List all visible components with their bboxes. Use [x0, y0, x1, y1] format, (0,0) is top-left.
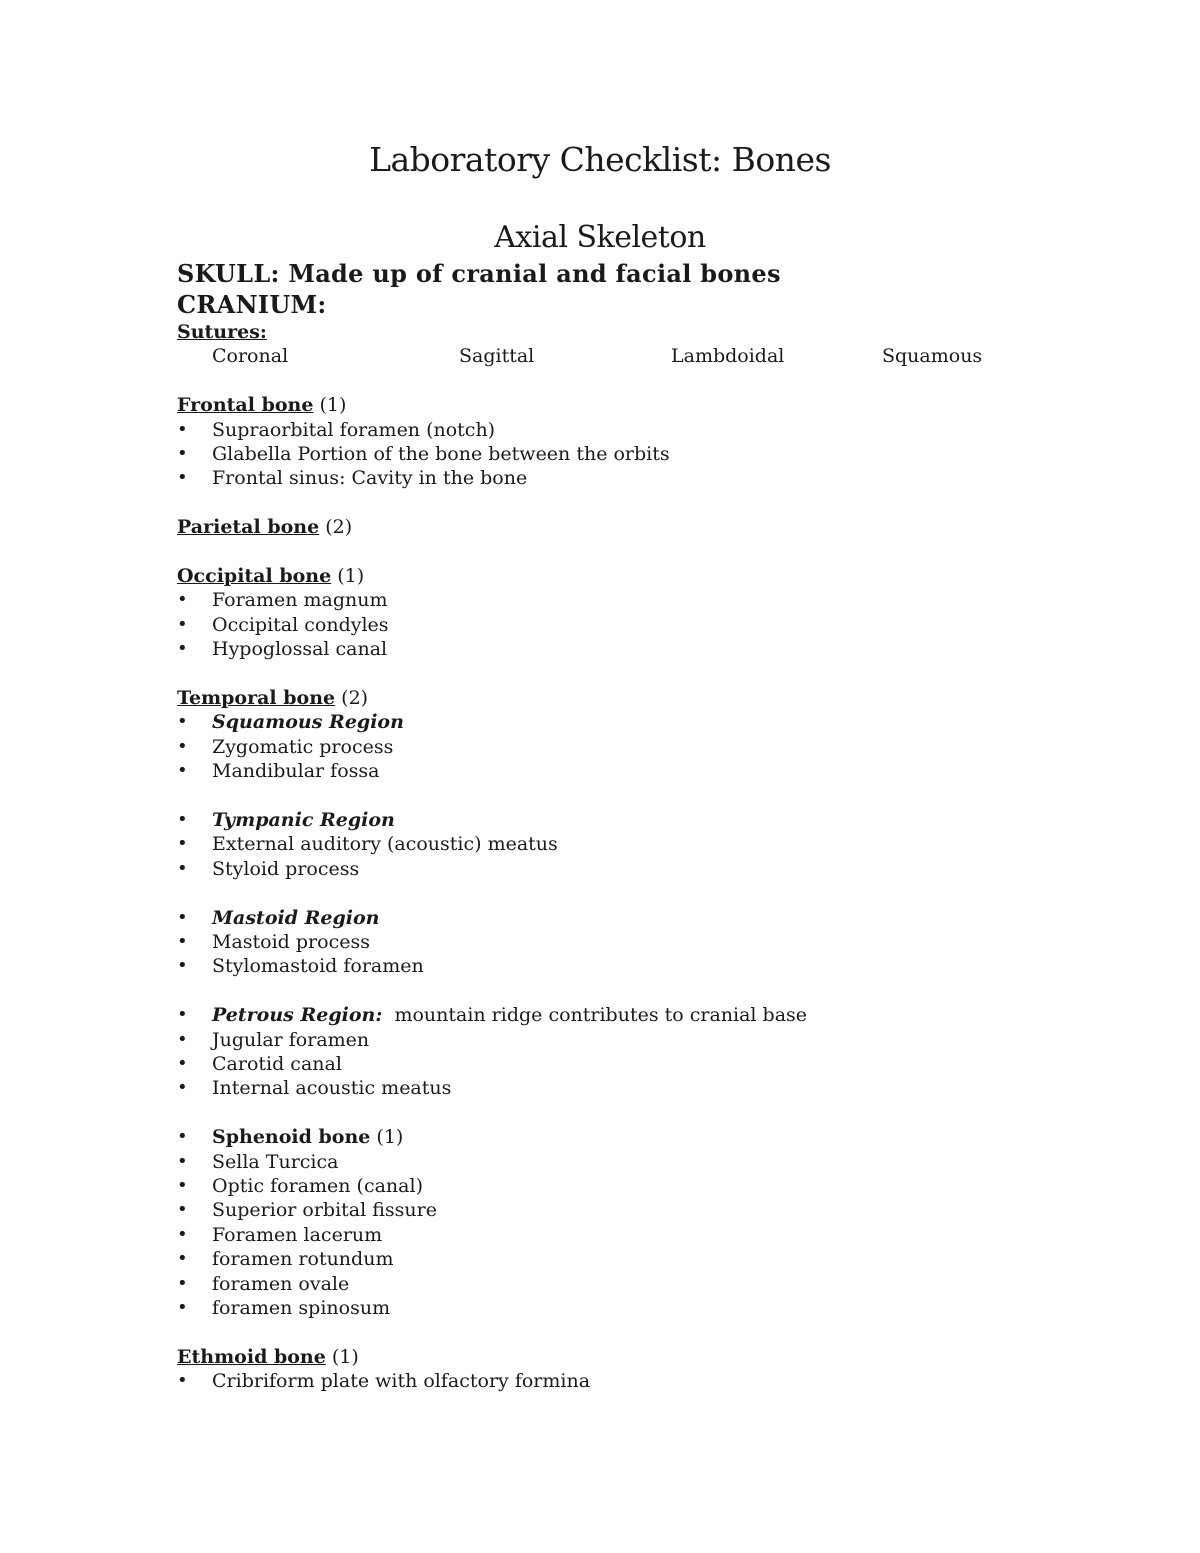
- mastoid-region-label: Mastoid Region: [212, 906, 380, 929]
- suture-lambdoidal: Lambdoidal: [671, 345, 785, 368]
- list-item: [177, 710, 1137, 734]
- ethmoid-count: (1): [331, 1345, 359, 1368]
- list-item: • foramen ovale: [177, 1272, 1137, 1296]
- list-item: • Occipital condyles: [177, 613, 1137, 637]
- list-item: • Mastoid process: [177, 930, 1137, 954]
- list-item: [177, 808, 1137, 832]
- occipital-list: [177, 588, 1137, 661]
- list-item: • Carotid canal: [177, 1052, 1137, 1076]
- list-item: • Mandibular fossa: [177, 759, 1137, 783]
- list-item: [177, 1125, 1137, 1149]
- temporal-heading: Temporal bone: [177, 687, 336, 710]
- list-item: • Glabella Portion of the bone between the orbits: [177, 442, 1137, 466]
- frontal-count: (1): [319, 394, 347, 417]
- list-item: • Sella Turcica: [177, 1150, 1137, 1174]
- suture-squamous: Squamous: [882, 345, 983, 368]
- list-item: • Internal acoustic meatus: [177, 1076, 1137, 1100]
- squamous-region-label: Squamous Region: [212, 711, 404, 734]
- list-item: • External auditory (acoustic) meatus: [177, 832, 1137, 856]
- list-item: • Jugular foramen: [177, 1028, 1137, 1052]
- petrous-region-label: Petrous Region:: [212, 1004, 383, 1027]
- list-item: • Optic foramen (canal): [177, 1174, 1137, 1198]
- list-item: • Styloid process: [177, 857, 1137, 881]
- list-item: • Superior orbital fissure: [177, 1198, 1137, 1222]
- parietal-section: [177, 515, 1137, 539]
- list-item: • Hypoglossal canal: [177, 637, 1137, 661]
- page-subtitle: Axial Skeleton: [494, 220, 706, 255]
- ethmoid-section: [177, 1345, 1137, 1394]
- frontal-heading: Frontal bone: [177, 394, 314, 417]
- sphenoid-heading: Sphenoid bone: [212, 1126, 371, 1149]
- ethmoid-list: [177, 1369, 1137, 1393]
- sutures-heading: Sutures:: [177, 321, 267, 343]
- page-title: Laboratory Checklist: Bones: [369, 140, 831, 179]
- temporal-tympanic-list: [177, 808, 1137, 881]
- list-item: • Frontal sinus: Cavity in the bone: [177, 466, 1137, 490]
- sphenoid-list: [177, 1125, 1137, 1320]
- cranium-heading: CRANIUM:: [177, 290, 327, 319]
- temporal-mastoid-list: [177, 906, 1137, 979]
- occipital-section: [177, 564, 1137, 662]
- tympanic-region-label: Tympanic Region: [212, 809, 395, 832]
- frontal-section: [177, 393, 1137, 491]
- temporal-squamous-list: [177, 710, 1137, 783]
- suture-coronal: Coronal: [212, 345, 289, 368]
- temporal-count: (2): [341, 687, 369, 710]
- list-item: • Supraorbital foramen (notch): [177, 418, 1137, 442]
- list-item: • Cribriform plate with olfactory formina: [177, 1369, 1137, 1393]
- checklist-content: [177, 258, 1137, 1394]
- sutures-list: [177, 344, 1137, 368]
- ethmoid-heading: Ethmoid bone: [177, 1345, 326, 1368]
- list-item: • foramen spinosum: [177, 1296, 1137, 1320]
- list-item: • Stylomastoid foramen: [177, 954, 1137, 978]
- list-item: [177, 906, 1137, 930]
- occipital-count: (1): [337, 565, 365, 587]
- sphenoid-section: [177, 1125, 1137, 1320]
- list-item: • Zygomatic process: [177, 735, 1137, 759]
- parietal-heading: Parietal bone: [177, 516, 320, 539]
- temporal-petrous-list: [177, 1003, 1137, 1101]
- temporal-section: [177, 686, 1137, 1101]
- skull-heading: SKULL: Made up of cranial and facial bones: [177, 259, 781, 288]
- parietal-count: (2): [325, 516, 353, 539]
- occipital-heading: Occipital bone: [177, 565, 332, 587]
- list-item: [177, 1003, 1137, 1027]
- list-item: • Foramen magnum: [177, 588, 1137, 612]
- sphenoid-count: (1): [376, 1126, 404, 1149]
- list-item: • foramen rotundum: [177, 1247, 1137, 1271]
- suture-sagittal: Sagittal: [459, 345, 535, 368]
- petrous-region-note: mountain ridge contributes to cranial base: [394, 1004, 808, 1027]
- frontal-list: [177, 418, 1137, 491]
- list-item: • Foramen lacerum: [177, 1223, 1137, 1247]
